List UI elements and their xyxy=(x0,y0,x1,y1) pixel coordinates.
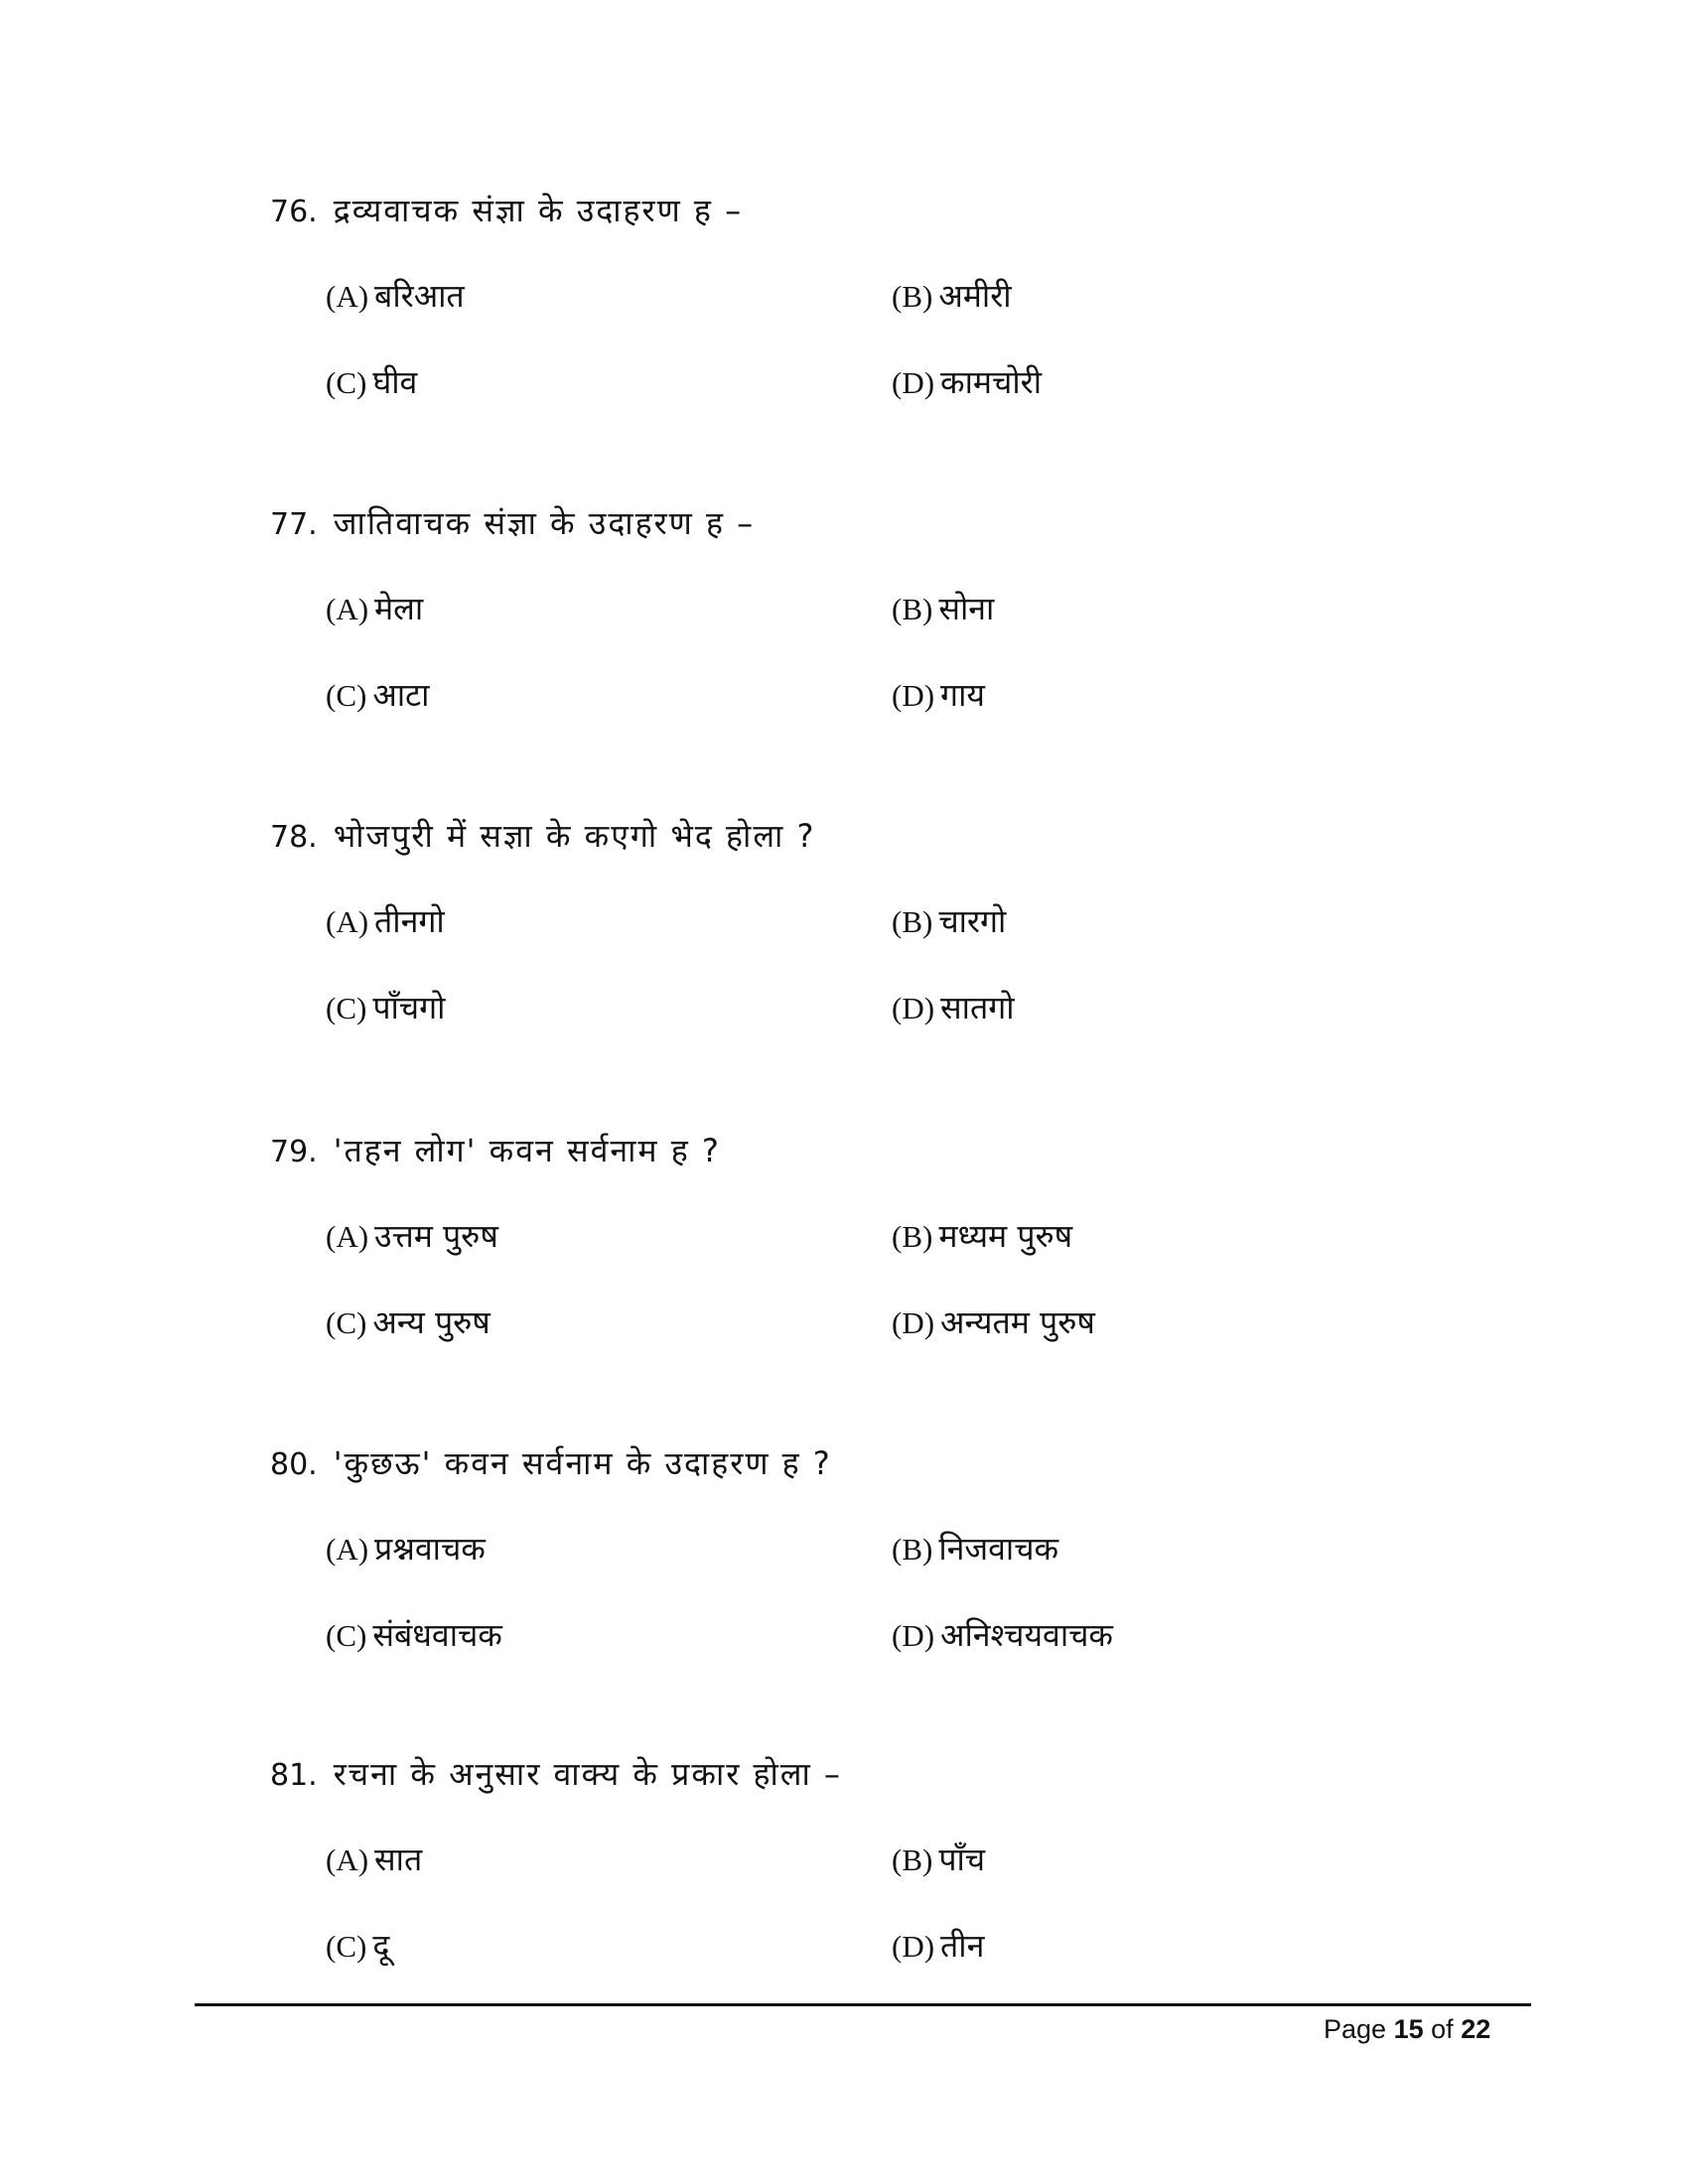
option-d xyxy=(892,1300,1095,1345)
option-letter: (D) xyxy=(892,365,935,400)
option-text: घीव xyxy=(372,363,418,401)
option-a xyxy=(326,587,423,631)
option-text: तीनगो xyxy=(374,902,445,940)
question-78 xyxy=(0,814,1688,1112)
of-label: of xyxy=(1431,2014,1454,2044)
question-stem xyxy=(270,1752,842,1798)
option-text: निजवाचक xyxy=(938,1530,1059,1568)
option-d xyxy=(892,673,985,718)
option-letter: (B) xyxy=(892,279,933,314)
option-text: गाय xyxy=(940,676,985,714)
question-text: भोजपुरी में सज्ञा के कएगो भेद होला ? xyxy=(333,817,816,855)
option-d xyxy=(892,1924,984,1969)
question-number: 81. xyxy=(270,1758,318,1793)
option-text: अमीरी xyxy=(938,277,1012,315)
option-letter: (B) xyxy=(892,592,933,626)
option-a xyxy=(326,274,465,319)
option-text: तीन xyxy=(940,1927,985,1965)
option-text: उत्तम पुरुष xyxy=(374,1217,498,1255)
option-c xyxy=(326,1924,389,1969)
question-80 xyxy=(0,1441,1688,1739)
option-b xyxy=(892,274,1012,319)
page-number xyxy=(1324,2011,1490,2047)
option-c xyxy=(326,360,417,405)
option-letter: (A) xyxy=(326,1532,369,1567)
option-text: मेला xyxy=(374,590,424,627)
option-d xyxy=(892,360,1042,405)
option-text: सात xyxy=(374,1841,423,1878)
option-d xyxy=(892,986,1015,1030)
option-letter: (A) xyxy=(326,904,369,939)
footer-divider xyxy=(195,2003,1531,2006)
option-letter: (D) xyxy=(892,678,935,713)
option-text: बरिआत xyxy=(374,277,465,315)
option-letter: (D) xyxy=(892,1929,935,1964)
option-a xyxy=(326,1214,498,1259)
option-letter: (D) xyxy=(892,1305,935,1340)
option-b xyxy=(892,1214,1072,1259)
option-letter: (B) xyxy=(892,1843,933,1877)
option-letter: (C) xyxy=(326,365,367,400)
question-text: 'कुछऊ' कवन सर्वनाम के उदाहरण ह ? xyxy=(333,1444,832,1482)
question-text: 'तहन लोग' कवन सर्वनाम ह ? xyxy=(333,1132,721,1169)
question-number: 80. xyxy=(270,1447,318,1482)
option-text: प्रश्नवाचक xyxy=(374,1530,486,1568)
question-77 xyxy=(0,501,1688,799)
option-letter: (C) xyxy=(326,991,367,1025)
option-b xyxy=(892,899,1006,944)
question-stem xyxy=(270,501,755,547)
option-letter: (B) xyxy=(892,904,933,939)
option-a xyxy=(326,1527,486,1571)
option-a xyxy=(326,899,445,944)
option-text: पाँच xyxy=(938,1841,986,1878)
option-letter: (C) xyxy=(326,1618,367,1653)
question-stem xyxy=(270,1129,721,1174)
option-letter: (A) xyxy=(326,1843,369,1877)
question-76 xyxy=(0,189,1688,486)
option-letter: (D) xyxy=(892,1618,935,1653)
option-letter: (C) xyxy=(326,678,367,713)
option-letter: (B) xyxy=(892,1219,933,1254)
option-c xyxy=(326,673,429,718)
option-c xyxy=(326,1300,491,1345)
current-page: 15 xyxy=(1393,2014,1424,2044)
option-text: दू xyxy=(372,1927,390,1965)
option-letter: (A) xyxy=(326,279,369,314)
option-letter: (C) xyxy=(326,1929,367,1964)
option-letter: (D) xyxy=(892,991,935,1025)
option-text: पाँचगो xyxy=(372,989,446,1026)
option-text: कामचोरी xyxy=(940,363,1043,401)
question-text: रचना के अनुसार वाक्य के प्रकार होला – xyxy=(333,1755,842,1793)
option-text: मध्यम पुरुष xyxy=(938,1217,1073,1255)
option-b xyxy=(892,1838,985,1882)
option-text: संबंधवाचक xyxy=(372,1616,502,1654)
question-number: 76. xyxy=(270,195,318,229)
question-stem xyxy=(270,1441,832,1487)
option-letter: (C) xyxy=(326,1305,367,1340)
question-stem xyxy=(270,814,815,860)
option-text: चारगो xyxy=(938,902,1007,940)
question-text: द्रव्यवाचक संज्ञा के उदाहरण ह – xyxy=(333,192,744,229)
option-text: सोना xyxy=(938,590,995,627)
question-stem xyxy=(270,189,743,234)
option-letter: (A) xyxy=(326,1219,369,1254)
option-text: अनिश्चयवाचक xyxy=(940,1616,1113,1654)
question-number: 77. xyxy=(270,507,318,542)
page-label: Page xyxy=(1324,2014,1387,2044)
option-b xyxy=(892,587,994,631)
option-letter: (A) xyxy=(326,592,369,626)
option-c xyxy=(326,986,445,1030)
question-text: जातिवाचक संज्ञा के उदाहरण ह – xyxy=(333,504,756,542)
option-text: अन्य पुरुष xyxy=(372,1303,491,1341)
question-number: 79. xyxy=(270,1135,318,1169)
question-number: 78. xyxy=(270,820,318,855)
option-text: आटा xyxy=(372,676,430,714)
option-b xyxy=(892,1527,1058,1571)
option-text: सातगो xyxy=(940,989,1015,1026)
option-a xyxy=(326,1838,422,1882)
question-79 xyxy=(0,1129,1688,1427)
option-c xyxy=(326,1613,502,1658)
option-text: अन्यतम पुरुष xyxy=(940,1303,1095,1341)
option-d xyxy=(892,1613,1113,1658)
total-pages: 22 xyxy=(1461,2014,1491,2044)
option-letter: (B) xyxy=(892,1532,933,1567)
